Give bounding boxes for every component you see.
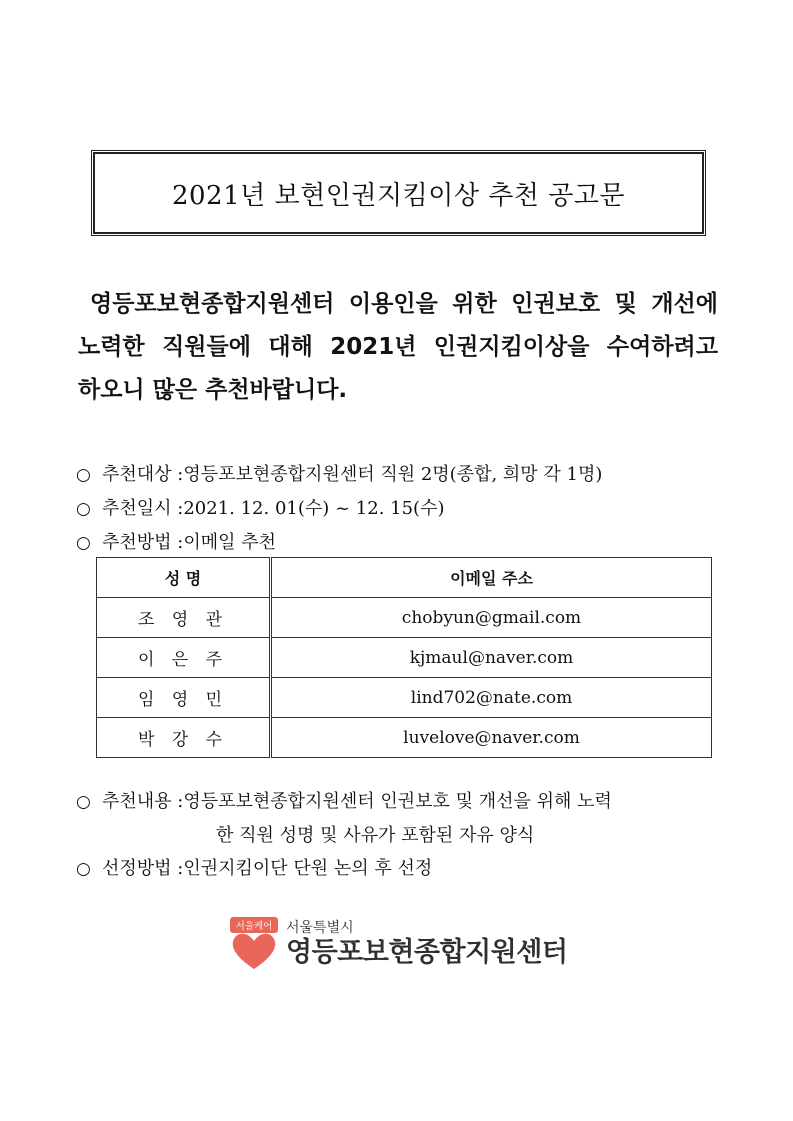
logo-name: 영등포보현종합지원센터 (286, 937, 568, 968)
contact-name: 조 영 관 (97, 598, 271, 638)
item-value: 이메일 추천 (183, 532, 277, 553)
logo-text (286, 919, 567, 969)
bullet-circle-icon: ○ (76, 792, 91, 812)
item-method (76, 526, 726, 560)
item-selection (76, 852, 726, 886)
info-list-top (76, 458, 726, 560)
table-row (97, 678, 712, 718)
table-row (97, 638, 712, 678)
contact-name: 이 은 주 (97, 638, 271, 678)
bullet-circle-icon: ○ (76, 859, 91, 879)
table-header-row (97, 558, 712, 598)
organization-logo (230, 917, 567, 971)
contact-email: kjmaul@naver.com (271, 638, 712, 678)
item-label: 선정방법 : (102, 858, 184, 879)
contact-name: 박 강 수 (97, 718, 271, 758)
item-value: 인권지킴이단 단원 논의 후 선정 (183, 858, 433, 879)
item-content (76, 785, 726, 819)
contact-email: chobyun@gmail.com (271, 598, 712, 638)
intro-paragraph: 영등포보현종합지원센터 이용인을 위한 인권보호 및 개선에 노력한 직원들에 대해 2021년 인권지킴이상을 수여하려고 하오니 많은 추천바랍니다. (78, 291, 718, 403)
header-email: 이메일 주소 (271, 558, 712, 598)
document-title: 2021년 보현인권지킴이상 추천 공고문 (171, 180, 626, 211)
contact-table (96, 557, 712, 758)
info-list-bottom (76, 785, 726, 886)
bullet-circle-icon: ○ (76, 499, 91, 519)
bullet-circle-icon: ○ (76, 465, 91, 485)
logo-badge-text: 서울케어 (235, 921, 273, 932)
item-label: 추천대상 : (102, 464, 184, 485)
item-value: 영등포보현종합지원센터 직원 2명(종합, 희망 각 1명) (183, 464, 603, 485)
table-row (97, 598, 712, 638)
heart-logo-icon (230, 917, 278, 971)
item-value: 영등포보현종합지원센터 인권보호 및 개선을 위해 노력 (183, 791, 612, 812)
item-period (76, 492, 726, 526)
table-row (97, 718, 712, 758)
item-value: 2021. 12. 01(수) ~ 12. 15(수) (183, 498, 445, 519)
item-target (76, 458, 726, 492)
item-label: 추천일시 : (102, 498, 184, 519)
logo-subtitle: 서울특별시 (286, 920, 354, 936)
title-box (91, 150, 706, 236)
item-label: 추천방법 : (102, 532, 184, 553)
item-content-continuation: 한 직원 성명 및 사유가 포함된 자유 양식 (216, 825, 535, 846)
item-label: 추천내용 : (102, 791, 184, 812)
contact-name: 임 영 민 (97, 678, 271, 718)
header-name: 성 명 (97, 558, 271, 598)
bullet-circle-icon: ○ (76, 533, 91, 553)
contact-email: lind702@nate.com (271, 678, 712, 718)
contact-email: luvelove@naver.com (271, 718, 712, 758)
